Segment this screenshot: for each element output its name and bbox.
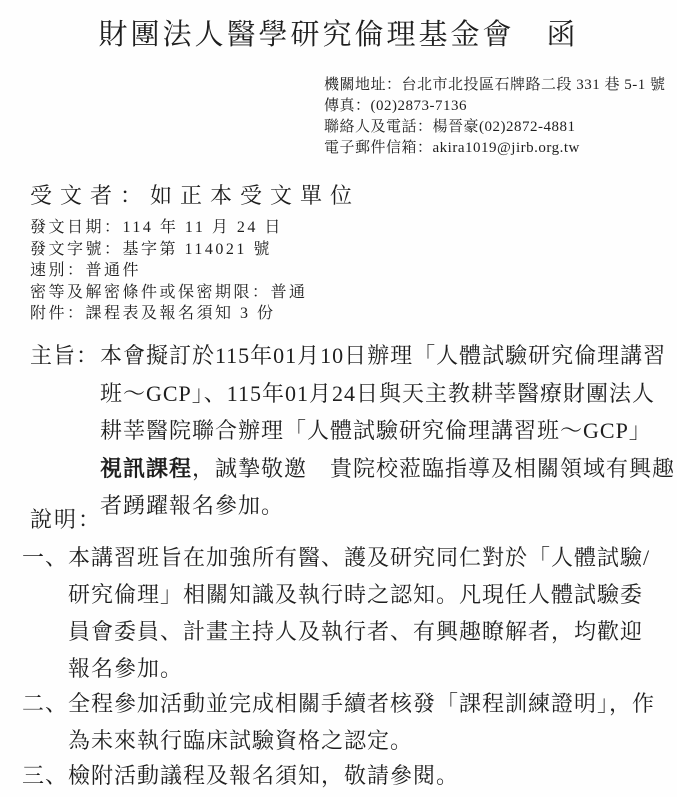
item-content [68, 685, 655, 759]
subject-section [30, 337, 675, 525]
item-line: 本講習班旨在加強所有醫、護及研究同仁對於「人體試驗/ [68, 545, 651, 570]
contact-person-phone: 聯絡人及電話：楊晉豪(02)2872-4881 [324, 119, 576, 135]
contact-fax: 傳真：(02)2873-7136 [324, 98, 467, 114]
dispatch-meta-block [30, 217, 308, 325]
subject-line: 班～GCP」、115年01月24日與天主教耕莘醫療財團法人 [100, 380, 655, 406]
security-class: 密等及解密條件或保密期限：普通 [30, 283, 308, 301]
explanation-item-1 [22, 539, 650, 687]
explanation-item-3 [22, 757, 459, 794]
subject-line [100, 450, 675, 488]
item-line: 員會委員、計畫主持人及執行者、有興趣瞭解者，均歡迎 [68, 619, 644, 644]
item-bullet: 三、 [22, 763, 69, 788]
dispatch-date: 發文日期：114 年 11 月 24 日 [30, 219, 283, 236]
item-content [68, 757, 459, 794]
subject-bold-phrase: 視訊課程 [100, 455, 193, 481]
item-content [68, 539, 650, 687]
explanation-label: 說明： [30, 507, 103, 532]
item-line: 檢附活動議程及報名須知，敬請參閱。 [68, 763, 460, 788]
item-line: 研究倫理」相關知識及執行時之認知。凡現任人體試驗委 [68, 582, 644, 607]
contact-address: 機關地址：台北市北投區石牌路二段 331 巷 5-1 號 [324, 77, 666, 93]
item-line: 為未來執行臨床試驗資格之認定。 [68, 728, 414, 753]
sender-contact-block [324, 75, 666, 159]
item-bullet: 一、 [22, 545, 69, 570]
subject-line: 耕莘醫院聯合辦理「人體試驗研究倫理講習班～GCP」 [100, 418, 652, 443]
contact-email: 電子郵件信箱：akira1019@jirb.org.tw [324, 140, 580, 156]
attachments-line: 附件：課程表及報名須知 3 份 [30, 305, 276, 322]
item-bullet: 二、 [22, 691, 69, 716]
recipient-line: 受文者：如正本受文單位 [30, 183, 361, 208]
explanation-item-2 [22, 685, 655, 759]
subject-line-rest: ，誠摯敬邀 貴院校蒞臨指導及相關領域有興趣 [192, 455, 676, 481]
item-line: 全程參加活動並完成相關手續者核發「課程訓練證明」，作 [68, 691, 656, 716]
speed-class: 速別：普通件 [30, 262, 142, 279]
document-title: 財團法人醫學研究倫理基金會 函 [98, 19, 579, 51]
subject-content [100, 337, 675, 525]
item-line: 報名參加。 [68, 656, 184, 681]
dispatch-number: 發文字號：基字第 114021 號 [30, 240, 272, 258]
subject-line: 本會擬訂於115年01月10日辦理「人體試驗研究倫理講習 [100, 343, 667, 368]
subject-line: 者踴躍報名參加。 [100, 493, 285, 518]
subject-label: 主旨： [30, 343, 100, 368]
